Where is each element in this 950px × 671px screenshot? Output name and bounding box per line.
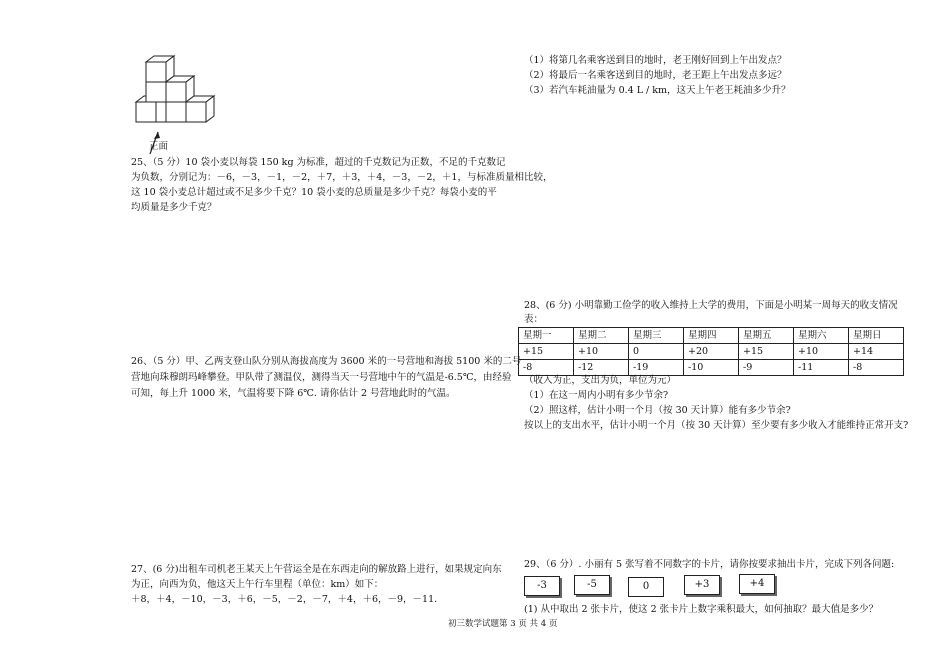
q25-line3: 这 10 袋小麦总计超过或不足多少千克？10 袋小麦的总质量是多少千克？每袋小麦的平 [131, 187, 497, 198]
q27-line3: ＋8，＋4，－10，－3，＋6，－5，－2，－7，＋4，＋6，－9，－11. [131, 594, 438, 605]
q28-line1: 28、(6 分) 小明靠勤工俭学的收入维持上大学的费用，下面是小明某一周每天的收支情况 [524, 300, 898, 311]
table-cell: -10 [684, 360, 739, 376]
q28-part2: （2）照这样，估计小明一个月（按 30 天计算）能有多少节余? [524, 405, 791, 416]
number-card: -5 [574, 575, 610, 595]
q29-part1: (1) 从中取出 2 张卡片，使这 2 张卡片上数字乘积最大，如何抽取？最大值是多少？ [524, 604, 879, 615]
table-cell: +15 [519, 344, 574, 360]
q26-line3: 可知，每上升 1000 米，气温将要下降 6℃. 请你估计 2 号营地此时的气温。 [131, 388, 456, 399]
q28-line2: 表： [524, 314, 544, 325]
table-cell: +10 [574, 344, 629, 360]
page-footer: 初三数学试题第 3 页 共 4 页 [448, 619, 558, 629]
table-cell: -11 [794, 360, 849, 376]
table-cell: +10 [794, 344, 849, 360]
number-card: +4 [739, 574, 775, 594]
q25-line1: 25、（5 分）10 袋小麦以每袋 150 kg 为标准，超过的千克数记为正数，不足的千克数记 [131, 157, 506, 168]
table-cell: 星期五 [739, 328, 794, 344]
q27-part1: （1）将第几名乘客送到目的地时，老王刚好回到上午出发点？ [524, 55, 787, 66]
table-cell: +15 [739, 344, 794, 360]
table-cell: 0 [629, 344, 684, 360]
q25-line4: 均质量是多少千克？ [131, 202, 217, 213]
front-label: 正面 [149, 141, 169, 152]
q27-line2: 为正，向西为负，他这天上午行车里程（单位：km）如下： [131, 579, 384, 590]
table-cell: 星期六 [794, 328, 849, 344]
table-row [519, 344, 904, 360]
table-cell: 星期一 [519, 328, 574, 344]
q26-line1: 26、（5 分）甲、乙两支登山队分别从海拔高度为 3600 米的一号营地和海拔 5100 米的二号 [131, 356, 522, 367]
number-card: 0 [628, 577, 664, 597]
number-card: -3 [524, 576, 560, 596]
cube-stack-figure [128, 50, 223, 160]
q28-part1: （1）在这一周内小明有多少节余? [524, 390, 669, 401]
table-cell: 星期二 [574, 328, 629, 344]
table-cell: -9 [739, 360, 794, 376]
table-cell: -19 [629, 360, 684, 376]
q28-note: （收入为正，支出为负，单位为元） [524, 375, 677, 386]
q29-line1: 29、（6 分）. 小丽有 5 张写着不同数字的卡片，请你按要求抽出卡片，完成下列各问题: [524, 559, 895, 570]
q27-part2: （2）将最后一名乘客送到目的地时，老王距上午出发点多远？ [524, 70, 787, 81]
q27-line1: 27、(6 分)出租车司机老王某天上午营运全是在东西走向的解放路上进行，如果规定向东 [131, 564, 502, 575]
table-cell: 星期四 [684, 328, 739, 344]
q28-part3: 按以上的支出水平，估计小明一个月（按 30 天计算）至少要有多少收入才能维持正常开支? [524, 420, 909, 431]
income-expense-table [518, 327, 904, 376]
q27-part3: （3）若汽车耗油量为 0.4 L / km，这天上午老王耗油多少升？ [524, 85, 791, 96]
number-card: +3 [684, 575, 720, 595]
table-cell: 星期三 [629, 328, 684, 344]
table-cell: -12 [574, 360, 629, 376]
q25-line2: 为负数，分别记为：－6，－3，－1，－2，＋7，＋3，＋4，－3，－2，＋1，与标准质量相比较， [131, 172, 553, 183]
table-cell: +20 [684, 344, 739, 360]
table-cell: 星期日 [849, 328, 904, 344]
table-cell: -8 [849, 360, 904, 376]
table-cell: +14 [849, 344, 904, 360]
table-row [519, 328, 904, 344]
q26-line2: 营地向珠穆朗玛峰攀登。甲队带了测温仪，测得当天一号营地中午的气温是-6.5℃，由经验 [131, 372, 512, 383]
table-cell: -8 [519, 360, 574, 376]
